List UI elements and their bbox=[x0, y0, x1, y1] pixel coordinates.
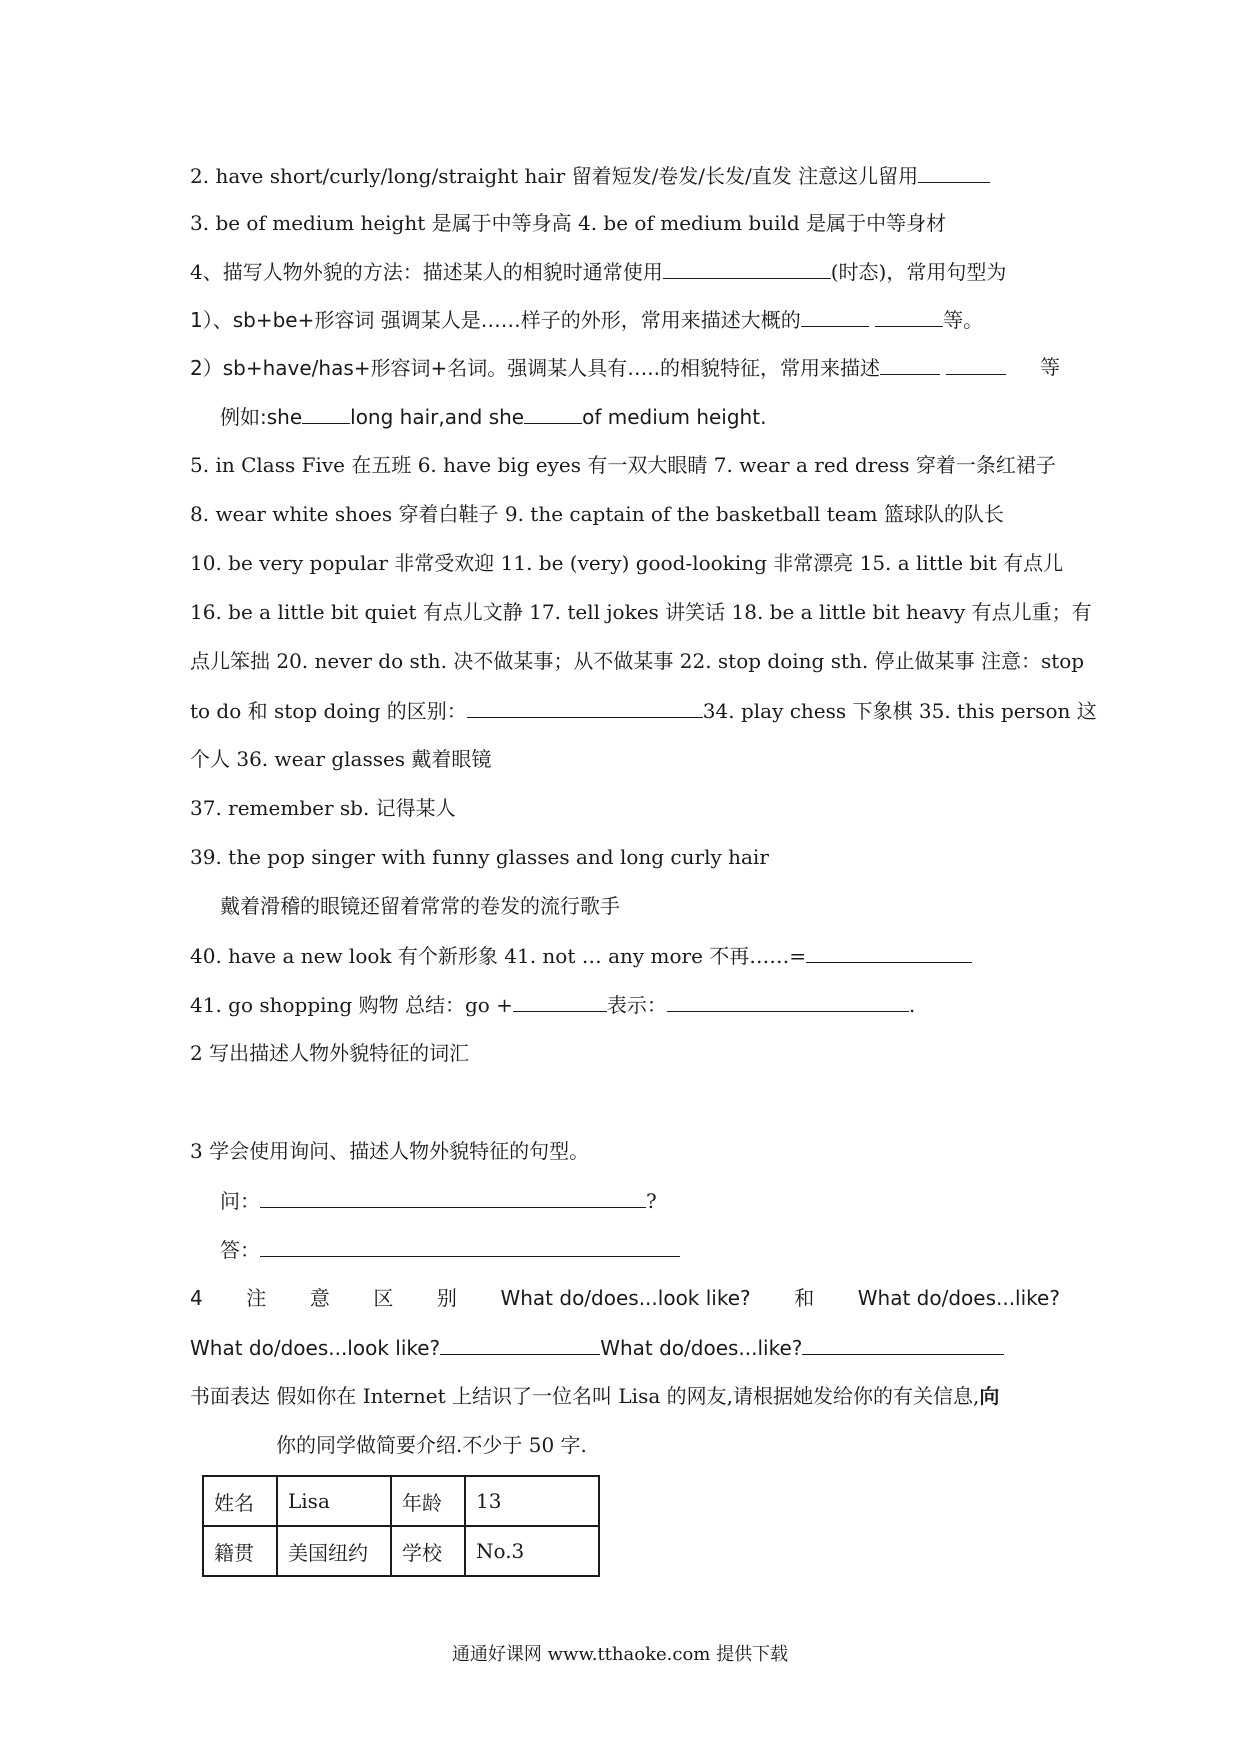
section-4-char: 注 bbox=[246, 1286, 267, 1310]
pattern-1-end: 等。 bbox=[943, 308, 984, 332]
example-text-b: long hair,and she bbox=[350, 405, 525, 429]
table-cell: No.3 bbox=[465, 1526, 599, 1576]
answer-blank bbox=[524, 403, 582, 424]
stop-text-b: 34. play chess 下象棋 35. this person 这 bbox=[702, 699, 1097, 723]
section-4-phrase-a: What do/does...look like? bbox=[500, 1286, 751, 1310]
item-5-line: 5. in Class Five 在五班 6. have big eyes 有一双大眼睛 7. wear a red dress 穿着一条红裙子 bbox=[190, 453, 1056, 477]
item-41-line bbox=[190, 991, 915, 1018]
table-cell: 年龄 bbox=[391, 1476, 465, 1526]
section-3-heading: 3 学会使用询问、描述人物外貌特征的句型。 bbox=[190, 1139, 590, 1163]
footer: 通通好课网 www.tthaoke.com 提供下载 bbox=[451, 1644, 789, 1665]
section-4-compare-line bbox=[190, 1334, 1004, 1361]
example-text-a: 例如:she bbox=[220, 405, 303, 429]
section-4-num: 4 bbox=[190, 1286, 203, 1310]
item-41-text-a: 41. go shopping 购物 总结：go + bbox=[190, 993, 513, 1017]
item-4-heading bbox=[190, 258, 1006, 285]
item-2-line bbox=[190, 162, 990, 189]
pattern-2-text: 2）sb+have/has+形容词+名词。强调某人具有…..的相貌特征，常用来描述 bbox=[190, 356, 880, 380]
item-stop-line bbox=[190, 697, 1097, 724]
question-label: 问： bbox=[220, 1189, 260, 1213]
pattern-1-line bbox=[190, 306, 983, 333]
answer-blank bbox=[918, 162, 990, 183]
section-4-heading bbox=[190, 1285, 1060, 1311]
item-37-line: 37. remember sb. 记得某人 bbox=[190, 796, 456, 820]
compare-text-a: What do/does...look like? bbox=[190, 1336, 441, 1360]
answer-label: 答： bbox=[220, 1238, 260, 1262]
item-41-end: . bbox=[908, 993, 916, 1017]
item-36-line: 个人 36. wear glasses 戴着眼镜 bbox=[190, 747, 492, 771]
item-40-line bbox=[190, 942, 972, 969]
question-blank bbox=[260, 1187, 646, 1208]
item-20-line: 点儿笨拙 20. never do sth. 决不做某事；从不做某事 22. stop doing sth. 停止做某事 注意：stop bbox=[190, 649, 1085, 673]
info-table bbox=[202, 1475, 600, 1577]
answer-blank bbox=[440, 1334, 600, 1355]
writing-text-a: 书面表达 假如你在 Internet 上结识了一位名叫 Lisa 的网友,请根据她发给你的有关信息, bbox=[190, 1384, 980, 1408]
answer-blank bbox=[806, 942, 972, 963]
answer-blank bbox=[667, 991, 909, 1012]
section-4-char: 别 bbox=[436, 1286, 457, 1310]
table-cell: 学校 bbox=[391, 1526, 465, 1576]
answer-blank bbox=[875, 306, 943, 327]
section-2-heading: 2 写出描述人物外貌特征的词汇 bbox=[190, 1041, 470, 1065]
table-cell: 姓名 bbox=[203, 1476, 277, 1526]
item-40-text: 40. have a new look 有个新形象 41. not … any more 不再……= bbox=[190, 944, 807, 968]
compare-text-b: What do/does...like? bbox=[600, 1336, 803, 1360]
table-cell: 13 bbox=[465, 1476, 599, 1526]
answer-line bbox=[220, 1236, 680, 1263]
table-cell: 籍贯 bbox=[203, 1526, 277, 1576]
answer-blank bbox=[663, 258, 831, 279]
answer-blank bbox=[880, 354, 940, 375]
item-8-line: 8. wear white shoes 穿着白鞋子 9. the captain of the basketball team 篮球队的队长 bbox=[190, 502, 1004, 526]
writing-task-line bbox=[190, 1383, 999, 1409]
answer-blank bbox=[946, 354, 1006, 375]
table-cell: Lisa bbox=[277, 1476, 391, 1526]
item-4-text-a: 4、描写人物外貌的方法：描述某人的相貌时通常使用 bbox=[190, 260, 663, 284]
answer-blank bbox=[513, 991, 607, 1012]
question-line bbox=[220, 1187, 657, 1214]
item-39-translation: 戴着滑稽的眼镜还留着常常的卷发的流行歌手 bbox=[220, 894, 620, 918]
question-mark: ? bbox=[646, 1189, 657, 1213]
item-10-line: 10. be very popular 非常受欢迎 11. be (very) good-looking 非常漂亮 15. a little bit 有点儿 bbox=[190, 551, 1064, 575]
pattern-2-left bbox=[190, 354, 1006, 381]
stop-text-a: to do 和 stop doing 的区别： bbox=[190, 699, 467, 723]
answer-blank bbox=[302, 403, 350, 424]
section-4-char: 意 bbox=[309, 1286, 330, 1310]
answer-blank bbox=[802, 1334, 1004, 1355]
answer-blank bbox=[801, 306, 869, 327]
example-line bbox=[220, 403, 766, 430]
writing-bold-char: 向 bbox=[979, 1384, 1000, 1408]
section-4-and: 和 bbox=[794, 1286, 815, 1310]
item-3-line: 3. be of medium height 是属于中等身高 4. be of medium build 是属于中等身材 bbox=[190, 211, 947, 235]
item-4-text-b: (时态)，常用句型为 bbox=[830, 260, 1007, 284]
pattern-2-end: 等 bbox=[1040, 355, 1060, 379]
answer-blank bbox=[467, 697, 703, 718]
table-cell: 美国纽约 bbox=[277, 1526, 391, 1576]
table-row bbox=[203, 1476, 599, 1526]
pattern-1-text: 1）、sb+be+形容词 强调某人是……样子的外形，常用来描述大概的 bbox=[190, 308, 801, 332]
section-4-char: 区 bbox=[373, 1286, 394, 1310]
item-2-text: 2. have short/curly/long/straight hair 留着短发/卷发/长发/直发 注意这儿留用 bbox=[190, 164, 919, 188]
item-39-line: 39. the pop singer with funny glasses and long curly hair bbox=[190, 845, 769, 869]
section-4-phrase-b: What do/does...like? bbox=[857, 1286, 1060, 1310]
answer-blank-long bbox=[260, 1236, 680, 1257]
writing-task-line-2: 你的同学做简要介绍.不少于 50 字. bbox=[276, 1433, 587, 1457]
example-text-c: of medium height. bbox=[582, 405, 767, 429]
table-row bbox=[203, 1526, 599, 1576]
item-41-text-b: 表示： bbox=[606, 993, 667, 1017]
pattern-2-line bbox=[190, 354, 1060, 381]
item-16-line: 16. be a little bit quiet 有点儿文静 17. tell jokes 讲笑话 18. be a little bit heavy 有点儿重；有 bbox=[190, 600, 1092, 624]
